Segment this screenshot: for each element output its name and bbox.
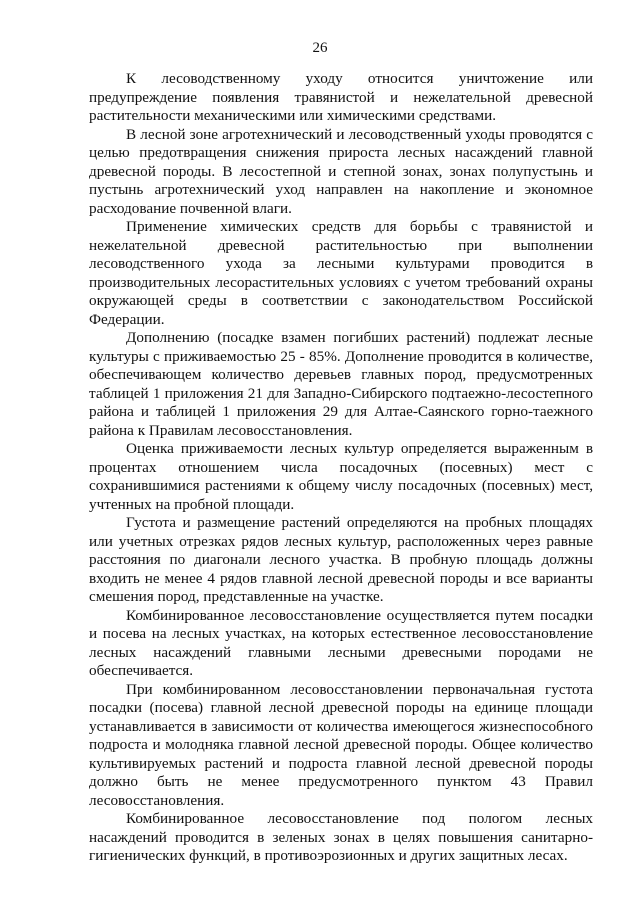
paragraph-3: Применение химических средств для борьбы с травянистой и нежелательной древесной растительностью при выполнении лесоводственного ухода за лесными культурами проводится в производительных лесорастительных условиях с учетом требований охраны окружающей среды в соответствии с законодательством Российской Федерации.: [89, 218, 593, 328]
paragraph-8: При комбинированном лесовосстановлении первоначальная густота посадки (посева) главной лесной древесной породы на единице площади устанавливается в зависимости от количества имеющегося жизнеспособного подроста и молодняка главной лесной древесной породы. Общее количество культивируемых растений и подроста главной лесной древесной породы должно быть не менее предусмотренного пунктом 43 Правил лесовосстановления.: [89, 680, 593, 809]
page-number: 26: [312, 40, 328, 56]
paragraph-5: Оценка приживаемости лесных культур определяется выраженным в процентах отношением числа посадочных (посевных) мест с сохранившимися растениями к общему числу посадочных (посевных) мест, учтенных на пробной площади.: [89, 440, 593, 513]
body-text: [89, 70, 593, 866]
paragraph-9: Комбинированное лесовосстановление под пологом лесных насаждений проводится в зеленых зонах в целях повышения санитарно-гигиенических функций, в противоэрозионных и других защитных лесах.: [89, 810, 593, 864]
paragraph-4: Дополнению (посадке взамен погибших растений) подлежат лесные культуры с приживаемостью 25 - 85%. Дополнение проводится в количестве, обеспечивающем количество деревьев главных пород, предусмотренных таблицей 1 приложения 21 для Западно-Сибирского подтаежно-лесостепного района и таблицей 1 приложения 29 для Алтае-Саянского горно-таежного района к Правилам лесовосстановления.: [89, 329, 593, 439]
paragraph-1: К лесоводственному уходу относится уничтожение или предупреждение появления травянистой и нежелательной древесной растительности механическими или химическими средствами.: [89, 70, 593, 124]
paragraph-6: Густота и размещение растений определяются на пробных площадях или учетных отрезках рядов лесных культур, расположенных через равные расстояния по диагонали лесного участка. В пробную площадь должны входить не менее 4 рядов главной лесной древесной породы и все варианты смешения пород, представленные на участке.: [89, 514, 593, 605]
paragraph-2: В лесной зоне агротехнический и лесоводственный уходы проводятся с целью предотвращения снижения прироста лесных насаждений главной древесной породы. В лесостепной и степной зонах, зонах полупустынь и пустынь агротехнический уход направлен на накопление и экономное расходование почвенной влаги.: [89, 125, 593, 217]
paragraph-7: Комбинированное лесовосстановление осуществляется путем посадки и посева на лесных участках, на которых естественное лесовосстановление лесных насаждений главными лесными древесными породами не обеспечивается.: [89, 606, 593, 679]
